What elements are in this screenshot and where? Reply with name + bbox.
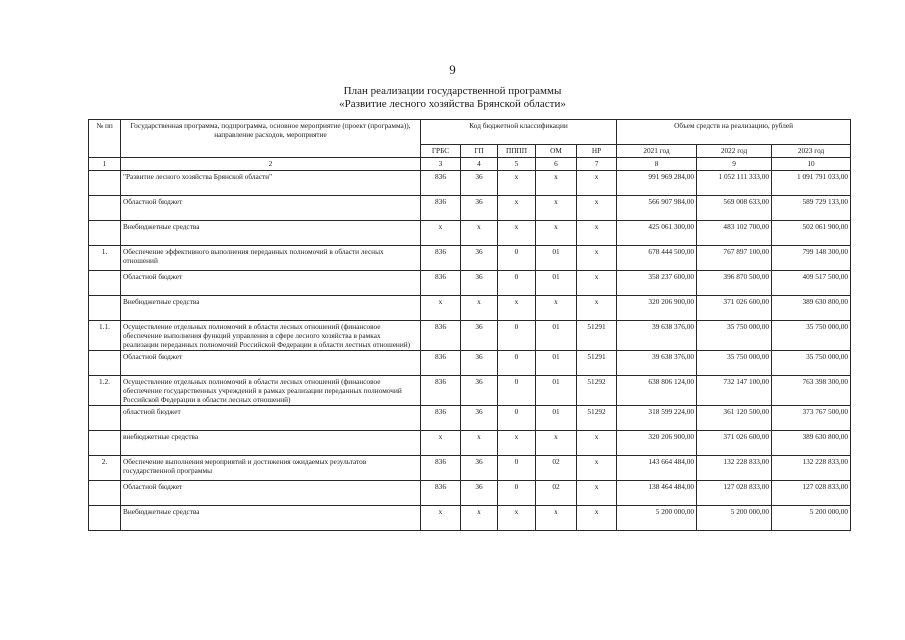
cell-om: 01 xyxy=(536,406,577,431)
cell-2022: 127 028 833,00 xyxy=(697,481,772,506)
cell-grbs: 836 xyxy=(421,406,461,431)
header-row-1 xyxy=(89,120,851,145)
cell-2022: 1 052 111 333,00 xyxy=(697,171,772,196)
header-col-no: № пп xyxy=(89,120,121,158)
cell-2023: 5 200 000,00 xyxy=(772,506,851,531)
page-number: 9 xyxy=(449,62,456,77)
header-grbs: ГРБС xyxy=(421,145,461,158)
cell-grbs: 836 xyxy=(421,351,461,376)
cell-nr: х xyxy=(577,221,617,246)
cell-om: х xyxy=(536,171,577,196)
cell-name: Обеспечение эффективного выполнения переданных полномочий в области лесных отношений xyxy=(121,246,421,271)
cell-om: х xyxy=(536,431,577,456)
cell-gp: 36 xyxy=(461,351,498,376)
cell-nr: х xyxy=(577,171,617,196)
cell-2023: 589 729 133,00 xyxy=(772,196,851,221)
cell-number xyxy=(89,431,121,456)
cell-gp: 36 xyxy=(461,246,498,271)
cell-2021: 678 444 500,00 xyxy=(617,246,697,271)
column-number: 8 xyxy=(617,158,697,171)
cell-2021: 143 664 484,00 xyxy=(617,456,697,481)
header-col-volume: Объем средств на реализацию, рублей xyxy=(617,120,851,145)
cell-2021: 991 969 284,00 xyxy=(617,171,697,196)
cell-2023: 35 750 000,00 xyxy=(772,321,851,351)
cell-2023: 389 630 800,00 xyxy=(772,296,851,321)
cell-number xyxy=(89,296,121,321)
header-col-code: Код бюджетной классификации xyxy=(421,120,617,145)
cell-2023: 409 517 500,00 xyxy=(772,271,851,296)
cell-2021: 39 638 376,00 xyxy=(617,321,697,351)
cell-pppp: 0 xyxy=(498,321,536,351)
table-row xyxy=(89,506,851,531)
header-2021: 2021 год xyxy=(617,145,697,158)
cell-grbs: 836 xyxy=(421,196,461,221)
cell-2022: 35 750 000,00 xyxy=(697,321,772,351)
cell-pppp: 0 xyxy=(498,376,536,406)
cell-nr: х xyxy=(577,246,617,271)
cell-nr: х xyxy=(577,456,617,481)
cell-number xyxy=(89,221,121,246)
table-row xyxy=(89,271,851,296)
cell-2022: 483 102 700,00 xyxy=(697,221,772,246)
cell-gp: 36 xyxy=(461,406,498,431)
cell-2022: 569 008 633,00 xyxy=(697,196,772,221)
cell-om: х xyxy=(536,196,577,221)
column-number: 2 xyxy=(121,158,421,171)
cell-gp: х xyxy=(461,296,498,321)
cell-2021: 638 806 124,00 xyxy=(617,376,697,406)
cell-pppp: х xyxy=(498,296,536,321)
cell-grbs: 836 xyxy=(421,171,461,196)
cell-name: Областной бюджет xyxy=(121,481,421,506)
header-col-name: Государственная программа, подпрограмма, основное мероприятие (проект (программа)), направление расходов, мероприятие xyxy=(121,120,421,158)
cell-number xyxy=(89,506,121,531)
cell-name: Внебюджетные средства xyxy=(121,296,421,321)
header-2023: 2023 год xyxy=(772,145,851,158)
header-gp: ГП xyxy=(461,145,498,158)
header-om: ОМ xyxy=(536,145,577,158)
table-row xyxy=(89,246,851,271)
cell-om: х xyxy=(536,221,577,246)
table-row xyxy=(89,171,851,196)
column-number: 3 xyxy=(421,158,461,171)
cell-nr: 51292 xyxy=(577,376,617,406)
table-row xyxy=(89,481,851,506)
cell-nr: х xyxy=(577,431,617,456)
cell-2023: 132 228 833,00 xyxy=(772,456,851,481)
cell-pppp: х xyxy=(498,196,536,221)
cell-number xyxy=(89,271,121,296)
cell-name: Областной бюджет xyxy=(121,271,421,296)
cell-nr: х xyxy=(577,196,617,221)
cell-2022: 35 750 000,00 xyxy=(697,351,772,376)
table-row xyxy=(89,296,851,321)
cell-gp: 36 xyxy=(461,171,498,196)
table-row xyxy=(89,351,851,376)
cell-2021: 566 907 984,00 xyxy=(617,196,697,221)
cell-gp: 36 xyxy=(461,271,498,296)
cell-grbs: 836 xyxy=(421,456,461,481)
column-number: 7 xyxy=(577,158,617,171)
cell-number: 1. xyxy=(89,246,121,271)
cell-2022: 132 228 833,00 xyxy=(697,456,772,481)
cell-number xyxy=(89,406,121,431)
column-number: 9 xyxy=(697,158,772,171)
cell-name: внебюджетные средства xyxy=(121,431,421,456)
cell-om: х xyxy=(536,296,577,321)
cell-gp: 36 xyxy=(461,376,498,406)
cell-name: Осуществление отдельных полномочий в области лесных отношений (финансовое обеспечение государственных учреждений в рамках реализации переданных полномочий Российской Федерации в области лесных отношений) xyxy=(121,376,421,406)
cell-2023: 763 398 300,00 xyxy=(772,376,851,406)
cell-nr: х xyxy=(577,481,617,506)
header-pppp: ПППП xyxy=(498,145,536,158)
cell-2023: 35 750 000,00 xyxy=(772,351,851,376)
cell-number: 1.1. xyxy=(89,321,121,351)
column-number: 5 xyxy=(498,158,536,171)
cell-nr: 51292 xyxy=(577,406,617,431)
cell-2022: 732 147 100,00 xyxy=(697,376,772,406)
column-number: 10 xyxy=(772,158,851,171)
header-nr: НР xyxy=(577,145,617,158)
cell-gp: х xyxy=(461,431,498,456)
cell-2022: 767 897 100,00 xyxy=(697,246,772,271)
cell-2023: 389 630 800,00 xyxy=(772,431,851,456)
cell-pppp: 0 xyxy=(498,246,536,271)
cell-pppp: х xyxy=(498,221,536,246)
cell-gp: х xyxy=(461,506,498,531)
cell-gp: х xyxy=(461,221,498,246)
cell-name: областной бюджет xyxy=(121,406,421,431)
title-line-1: План реализации государственной программы xyxy=(343,85,562,97)
cell-number xyxy=(89,171,121,196)
cell-2021: 425 061 300,00 xyxy=(617,221,697,246)
cell-name: Осуществление отдельных полномочий в области лесных отношений (финансовое обеспечение выполнения функций управления в сфере лесного хозяйства в рамках реализации переданных полномочий Российской Федерации в области лестных отношений) xyxy=(121,321,421,351)
cell-grbs: 836 xyxy=(421,321,461,351)
cell-name: Обеспечение выполнения мероприятий и достижения ожидаемых результатов государственной программы xyxy=(121,456,421,481)
cell-name: Областной бюджет xyxy=(121,196,421,221)
cell-nr: 51291 xyxy=(577,321,617,351)
cell-number xyxy=(89,351,121,376)
table-row xyxy=(89,406,851,431)
cell-number: 2. xyxy=(89,456,121,481)
cell-pppp: 0 xyxy=(498,351,536,376)
table-row xyxy=(89,431,851,456)
cell-2021: 358 237 600,00 xyxy=(617,271,697,296)
cell-name: "Развитие лесного хозяйства Брянской области" xyxy=(121,171,421,196)
cell-number: 1.2. xyxy=(89,376,121,406)
cell-pppp: 0 xyxy=(498,456,536,481)
cell-2022: 371 026 600,00 xyxy=(697,296,772,321)
cell-grbs: 836 xyxy=(421,376,461,406)
cell-om: 01 xyxy=(536,376,577,406)
cell-2022: 396 870 500,00 xyxy=(697,271,772,296)
cell-nr: 51291 xyxy=(577,351,617,376)
cell-2021: 5 200 000,00 xyxy=(617,506,697,531)
table-row xyxy=(89,321,851,351)
cell-gp: 36 xyxy=(461,481,498,506)
cell-2021: 138 464 484,00 xyxy=(617,481,697,506)
cell-pppp: 0 xyxy=(498,271,536,296)
cell-om: 02 xyxy=(536,456,577,481)
cell-2022: 361 120 500,00 xyxy=(697,406,772,431)
table-body xyxy=(89,120,851,531)
cell-grbs: 836 xyxy=(421,246,461,271)
cell-2023: 799 148 300,00 xyxy=(772,246,851,271)
cell-name: Внебюджетные средства xyxy=(121,506,421,531)
title-line-2: «Развитие лесного хозяйства Брянской области» xyxy=(339,98,566,110)
cell-pppp: 0 xyxy=(498,406,536,431)
table-row xyxy=(89,221,851,246)
cell-2023: 127 028 833,00 xyxy=(772,481,851,506)
column-number: 4 xyxy=(461,158,498,171)
cell-nr: х xyxy=(577,271,617,296)
cell-grbs: х xyxy=(421,296,461,321)
cell-number xyxy=(89,481,121,506)
cell-2023: 373 767 500,00 xyxy=(772,406,851,431)
column-number: 6 xyxy=(536,158,577,171)
cell-2021: 39 638 376,00 xyxy=(617,351,697,376)
cell-om: 02 xyxy=(536,481,577,506)
table-row xyxy=(89,196,851,221)
cell-2022: 371 026 600,00 xyxy=(697,431,772,456)
cell-number xyxy=(89,196,121,221)
cell-om: 01 xyxy=(536,351,577,376)
cell-grbs: 836 xyxy=(421,271,461,296)
cell-om: х xyxy=(536,506,577,531)
table-row xyxy=(89,456,851,481)
cell-pppp: х xyxy=(498,431,536,456)
cell-grbs: х xyxy=(421,506,461,531)
cell-2021: 318 599 224,00 xyxy=(617,406,697,431)
cell-name: Внебюджетные средства xyxy=(121,221,421,246)
document-title xyxy=(0,85,905,111)
cell-2021: 320 206 900,00 xyxy=(617,431,697,456)
cell-grbs: х xyxy=(421,221,461,246)
budget-plan-table xyxy=(88,119,851,531)
cell-om: 01 xyxy=(536,321,577,351)
numbering-row xyxy=(89,158,851,171)
cell-om: 01 xyxy=(536,246,577,271)
cell-2022: 5 200 000,00 xyxy=(697,506,772,531)
cell-pppp: 0 xyxy=(498,481,536,506)
column-number: 1 xyxy=(89,158,121,171)
cell-nr: х xyxy=(577,296,617,321)
cell-2021: 320 206 900,00 xyxy=(617,296,697,321)
table-row xyxy=(89,376,851,406)
cell-pppp: х xyxy=(498,506,536,531)
cell-gp: 36 xyxy=(461,196,498,221)
cell-om: 01 xyxy=(536,271,577,296)
cell-grbs: х xyxy=(421,431,461,456)
cell-pppp: х xyxy=(498,171,536,196)
cell-gp: 36 xyxy=(461,321,498,351)
cell-name: Областной бюджет xyxy=(121,351,421,376)
header-2022: 2022 год xyxy=(697,145,772,158)
cell-nr: х xyxy=(577,506,617,531)
cell-2023: 502 061 900,00 xyxy=(772,221,851,246)
cell-2023: 1 091 791 033,00 xyxy=(772,171,851,196)
cell-gp: 36 xyxy=(461,456,498,481)
cell-grbs: 836 xyxy=(421,481,461,506)
